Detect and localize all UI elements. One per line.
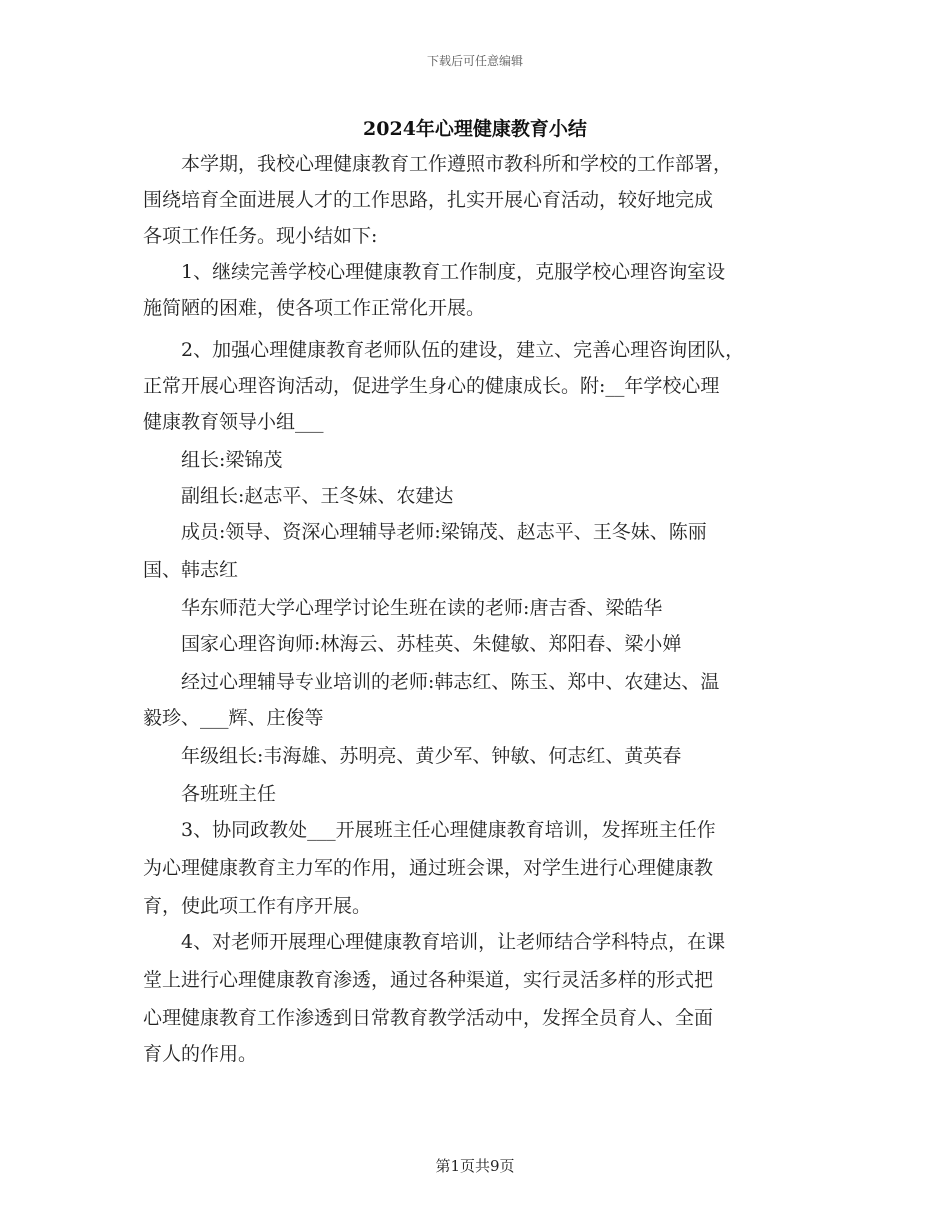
body-line: 各项工作任务。现小结如下: <box>143 225 378 247</box>
body-line: 4、对老师开展理心理健康教育培训，让老师结合学科特点，在课 <box>143 931 726 953</box>
body-line: 华东师范大学心理学讨论生班在读的老师:唐吉香、梁皓华 <box>143 597 663 619</box>
document-title: 2024年心理健康教育小结 <box>363 118 587 140</box>
body-line: 组长:梁锦茂 <box>143 449 283 471</box>
body-line: 堂上进行心理健康教育渗透，通过各种渠道，实行灵活多样的形式把 <box>143 969 714 991</box>
body-line: 国、韩志红 <box>143 559 239 581</box>
page-number: 第1页共9页 <box>435 1157 515 1175</box>
body-line: 国家心理咨询师:林海云、苏桂英、朱健敏、郑阳春、梁小婵 <box>143 633 682 655</box>
body-line: 各班班主任 <box>143 783 277 805</box>
page-header-note: 下载后可任意编辑 <box>426 54 523 68</box>
body-line: 3、协同政教处___开展班主任心理健康教育培训，发挥班主任作 <box>143 819 716 841</box>
body-line: 为心理健康教育主力军的作用，通过班会课，对学生进行心理健康教 <box>143 857 714 879</box>
body-line: 本学期，我校心理健康教育工作遵照市教科所和学校的工作部署， <box>143 153 733 175</box>
body-line: 施简陋的困难，使各项工作正常化开展。 <box>143 297 486 319</box>
body-line: 围绕培育全面进展人才的工作思路，扎实开展心育活动，较好地完成 <box>143 189 714 211</box>
body-line: 正常开展心理咨询活动，促进学生身心的健康成长。附:__年学校心理 <box>143 375 720 397</box>
body-line: 育人的作用。 <box>143 1043 258 1065</box>
body-line: 心理健康教育工作渗透到日常教育教学活动中，发挥全员育人、全面 <box>143 1007 714 1029</box>
body-line: 育，使此项工作有序开展。 <box>143 895 372 917</box>
body-line: 年级组长:韦海雄、苏明亮、黄少军、钟敏、何志红、黄英春 <box>143 745 682 767</box>
body-line: 1、继续完善学校心理健康教育工作制度，克服学校心理咨询室设 <box>143 261 726 283</box>
body-line: 毅珍、___辉、庄俊等 <box>143 707 324 729</box>
body-line: 健康教育领导小组___ <box>143 411 324 433</box>
body-line: 成员:领导、资深心理辅导老师:梁锦茂、赵志平、王冬妹、陈丽 <box>143 521 707 543</box>
body-line: 2、加强心理健康教育老师队伍的建设，建立、完善心理咨询团队， <box>143 339 745 361</box>
body-line: 经过心理辅导专业培训的老师:韩志红、陈玉、郑中、农建达、温 <box>143 671 720 693</box>
body-line: 副组长:赵志平、王冬妹、农建达 <box>143 485 454 507</box>
